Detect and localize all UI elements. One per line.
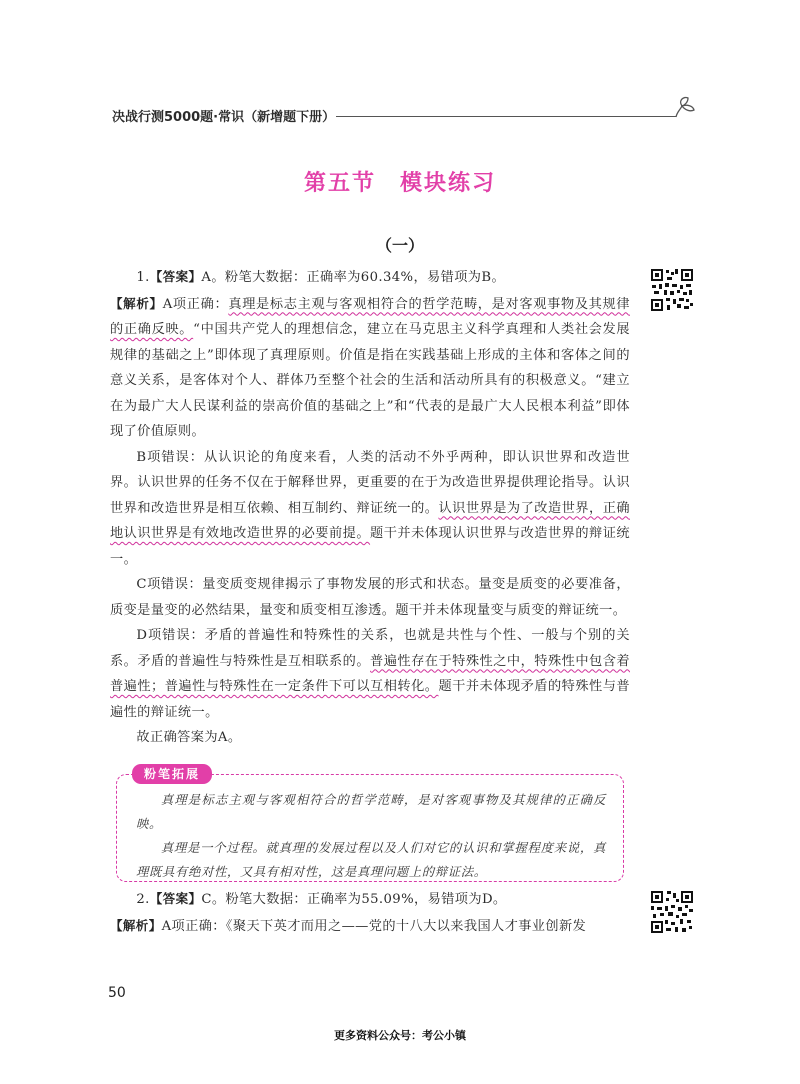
q1-d-key-sentence: 普遍性存在于特殊性之中，特殊性中包含着普遍性；普遍性与特殊性在一定条件下可以互相转化。	[110, 653, 630, 694]
section-title	[0, 166, 800, 197]
q1-b-key-sentence: 认识世界是为了改造世界，正确地认识世界是有效地改造世界的必要前提。	[110, 500, 630, 541]
section-title-part1: 第五节	[303, 171, 376, 196]
q2-analysis	[110, 913, 630, 940]
q1-d-lead: D项错误：矛盾的普遍性和特殊性的关系，也就是共性与个性、一般与个别的关系。矛盾的普遍性与特殊性是互相联系的。	[110, 628, 630, 669]
qr-code-icon[interactable]	[650, 268, 694, 312]
q2-number: 2.	[136, 892, 150, 907]
page-number: 50	[108, 985, 126, 1001]
book-title: 决战行测5000题·常识（新增题下册）	[112, 110, 336, 125]
q1-analysis-a	[110, 291, 630, 445]
q1-d-rest: 题干并未体现矛盾的特殊性与普遍性的辩证统一。	[110, 679, 630, 720]
qr-code-icon[interactable]	[650, 890, 694, 934]
q1-analysis-d	[110, 623, 630, 725]
q1-analysis-tag: 【解析】	[110, 295, 163, 311]
q1-a-rest: “中国共产党人的理想信念，建立在马克思主义科学真理和人类社会发展规律的基础之上”即体现了真理原则。价值是指在实践基础上形成的主体和客体之间的意义关系，是客体对个人、群体乃至整个社会的生活和活动所具有的积极意义。“建立在为最广大人民谋利益的崇高价值的基础之上”和“代表的是最广大人民根本利益”即体现了价值原则。	[110, 322, 630, 439]
q1-b-rest: 题干并未体现认识世界与改造世界的辩证统一。	[110, 526, 630, 567]
sprout-icon	[668, 92, 698, 120]
question-2	[110, 886, 630, 939]
q1-analysis-c: C项错误：量变质变规律揭示了事物发展的形式和状态。量变是质变的必要准备，质变是量变的必然结果，量变和质变相互渗透。题干并未体现量变与质变的辩证统一。	[110, 577, 630, 618]
q1-b-lead: B项错误：从认识论的角度来看，人类的活动不外乎两种，即认识世界和改造世界。认识世界的任务不仅在于解释世界，更重要的在于为改造世界提供理论指导。认识世界和改造世界是相互依赖、相互制约、辩证统一的。	[110, 449, 630, 516]
footer-note: 更多资料公众号：考公小镇	[334, 1029, 466, 1042]
q2-answer-text: C。粉笔大数据：正确率为55.09%，易错项为D。	[201, 892, 507, 907]
q1-answer-line	[110, 264, 630, 291]
q2-analysis-text: A项正确：《聚天下英才而用之——党的十八大以来我国人才事业创新发	[161, 918, 587, 934]
q1-conclusion: 故正确答案为A。	[136, 730, 242, 745]
q1-analysis-b	[110, 445, 630, 573]
section-subtitle: （一）	[375, 236, 424, 255]
q2-answer-line	[110, 886, 630, 913]
extension-para-2: 真理是一个过程。就真理的发展过程以及人们对它的认识和掌握程度来说，真理既具有绝对性，又具有相对性，这是真理问题上的辩证法。	[136, 840, 606, 879]
q1-answer-text: A。粉笔大数据：正确率为60.34%，易错项为B。	[201, 270, 506, 285]
extension-para-1: 真理是标志主观与客观相符合的哲学范畴，是对客观事物及其规律的正确反映。	[136, 792, 606, 831]
extension-label: 粉笔拓展	[132, 764, 212, 784]
q1-a-lead: A项正确：	[162, 296, 229, 312]
question-1	[110, 264, 630, 751]
header-rule	[336, 116, 676, 117]
q2-analysis-tag: 【解析】	[110, 917, 162, 933]
section-title-part2: 模块练习	[400, 171, 497, 196]
q1-answer-tag: 【答案】	[149, 269, 202, 284]
q1-number: 1.	[136, 270, 150, 285]
q1-a-key-sentence: 真理是标志主观与客观相符合的哲学范畴，是对客观事物及其规律的正确反映。	[110, 296, 630, 337]
extension-text	[136, 788, 606, 884]
q2-answer-tag: 【答案】	[149, 891, 202, 906]
